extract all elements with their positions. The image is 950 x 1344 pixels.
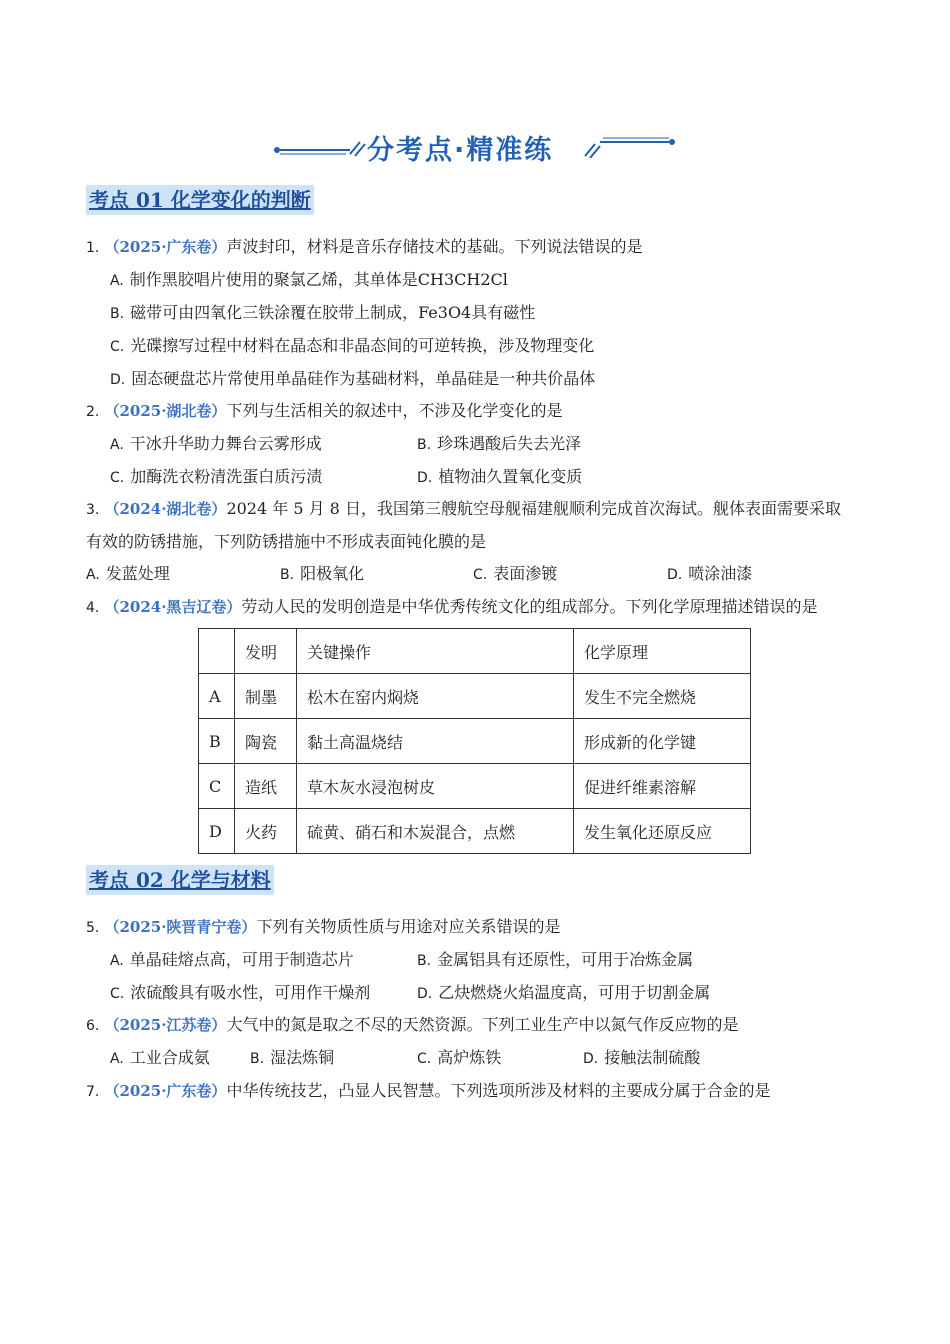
table-cell: 陶瓷 xyxy=(235,719,297,764)
question-stem: 中华传统技艺，凸显人民智慧。下列选项所涉及材料的主要成分属于合金的是 xyxy=(226,1081,771,1100)
table-row xyxy=(199,764,751,809)
invention-table xyxy=(198,628,751,854)
table-cell: 促进纤维素溶解 xyxy=(574,764,751,809)
table-cell: A xyxy=(199,674,235,719)
table-cell: 造纸 xyxy=(235,764,297,809)
table-cell: 草木灰水浸泡树皮 xyxy=(297,764,574,809)
table-cell: 化学原理 xyxy=(574,629,751,674)
table-row xyxy=(199,674,751,719)
question-stem: 大气中的氮是取之不尽的天然资源。下列工业生产中以氮气作反应物的是 xyxy=(226,1015,739,1034)
question-6 xyxy=(86,1014,738,1037)
table-cell: 黏土高温烧结 xyxy=(297,719,574,764)
question-stem: 下列与生活相关的叙述中，不涉及化学变化的是 xyxy=(226,401,563,420)
question-stem: 2024 年 5 月 8 日，我国第三艘航空母舰福建舰顺利完成首次海试。舰体表面需要采取 xyxy=(226,499,841,518)
question-stem: 声波封印，材料是音乐存储技术的基础。下列说法错误的是 xyxy=(226,237,643,256)
question-3-stem-cont: 有效的防锈措施，下列防锈措施中不形成表面钝化膜的是 xyxy=(86,532,487,551)
section-heading-2: 考点 02 化学与材料 xyxy=(86,865,274,895)
option-c: C. 浓硫酸具有吸水性，可用作干燥剂 xyxy=(110,983,371,1002)
option-a: A. 发蓝处理 xyxy=(86,564,170,583)
option-a: A. 制作黑胶唱片使用的聚氯乙烯，其单体是CH3CH2Cl xyxy=(110,270,508,289)
question-3 xyxy=(86,498,841,521)
section-header xyxy=(0,128,950,168)
option-b: B. 湿法炼铜 xyxy=(250,1048,335,1067)
section-heading-1: 考点 01 化学变化的判断 xyxy=(86,185,314,215)
option-c: C. 高炉炼铁 xyxy=(417,1048,502,1067)
table-cell: C xyxy=(199,764,235,809)
question-stem: 下列有关物质性质与用途对应关系错误的是 xyxy=(256,917,561,936)
table-cell: 制墨 xyxy=(235,674,297,719)
question-number: 5. xyxy=(86,920,100,936)
option-c: C. 光碟擦写过程中材料在晶态和非晶态间的可逆转换，涉及物理变化 xyxy=(110,336,595,355)
option-a: A. 工业合成氨 xyxy=(110,1048,210,1067)
question-7 xyxy=(86,1080,770,1103)
question-number: 1. xyxy=(86,240,100,256)
header-left-ornament xyxy=(272,134,367,158)
table-header-row xyxy=(199,629,751,674)
option-b: B. 磁带可由四氧化三铁涂覆在胶带上制成，Fe3O4具有磁性 xyxy=(110,303,536,322)
option-b: B. 阳极氧化 xyxy=(280,564,365,583)
table-cell: 硫黄、硝石和木炭混合，点燃 xyxy=(297,809,574,854)
table-cell: 发明 xyxy=(235,629,297,674)
question-source: （2025·湖北卷） xyxy=(104,402,227,420)
option-d: D. 乙炔燃烧火焰温度高，可用于切割金属 xyxy=(417,983,711,1002)
option-d: D. 喷涂油漆 xyxy=(667,564,753,583)
question-number: 3. xyxy=(86,502,100,518)
question-source: （2025·江苏卷） xyxy=(104,1016,227,1034)
question-source: （2024·黑吉辽卷） xyxy=(104,598,242,616)
option-c: C. 加酶洗衣粉清洗蛋白质污渍 xyxy=(110,467,323,486)
table-cell: 形成新的化学键 xyxy=(574,719,751,764)
option-b: B. 珍珠遇酸后失去光泽 xyxy=(417,434,582,453)
question-5 xyxy=(86,916,560,939)
table-cell xyxy=(199,629,235,674)
option-d: D. 固态硬盘芯片常使用单晶硅作为基础材料，单晶硅是一种共价晶体 xyxy=(110,369,596,388)
question-1 xyxy=(86,236,642,259)
option-d: D. 植物油久置氧化变质 xyxy=(417,467,583,486)
option-a: A. 单晶硅熔点高，可用于制造芯片 xyxy=(110,950,354,969)
header-title: 分考点·精准练 xyxy=(367,135,554,166)
question-2 xyxy=(86,400,562,423)
table-cell: B xyxy=(199,719,235,764)
question-stem: 劳动人民的发明创造是中华优秀传统文化的组成部分。下列化学原理描述错误的是 xyxy=(241,597,818,616)
question-source: （2025·广东卷） xyxy=(104,1082,227,1100)
option-a: A. 干冰升华助力舞台云雾形成 xyxy=(110,434,322,453)
table-row xyxy=(199,719,751,764)
table-cell: 发生不完全燃烧 xyxy=(574,674,751,719)
option-b: B. 金属铝具有还原性，可用于冶炼金属 xyxy=(417,950,694,969)
question-source: （2025·广东卷） xyxy=(104,238,227,256)
question-number: 4. xyxy=(86,600,100,616)
table-cell: 发生氧化还原反应 xyxy=(574,809,751,854)
question-number: 7. xyxy=(86,1084,100,1100)
question-source: （2025·陕晋青宁卷） xyxy=(104,918,257,936)
option-d: D. 接触法制硫酸 xyxy=(583,1048,701,1067)
table-cell: 松木在窑内焖烧 xyxy=(297,674,574,719)
table-cell: 火药 xyxy=(235,809,297,854)
table-cell: 关键操作 xyxy=(297,629,574,674)
option-c: C. 表面渗镀 xyxy=(473,564,558,583)
question-source: （2024·湖北卷） xyxy=(104,500,227,518)
table-cell: D xyxy=(199,809,235,854)
question-number: 6. xyxy=(86,1018,100,1034)
table-row xyxy=(199,809,751,854)
question-number: 2. xyxy=(86,404,100,420)
question-4 xyxy=(86,596,817,619)
header-right-ornament xyxy=(583,134,678,158)
